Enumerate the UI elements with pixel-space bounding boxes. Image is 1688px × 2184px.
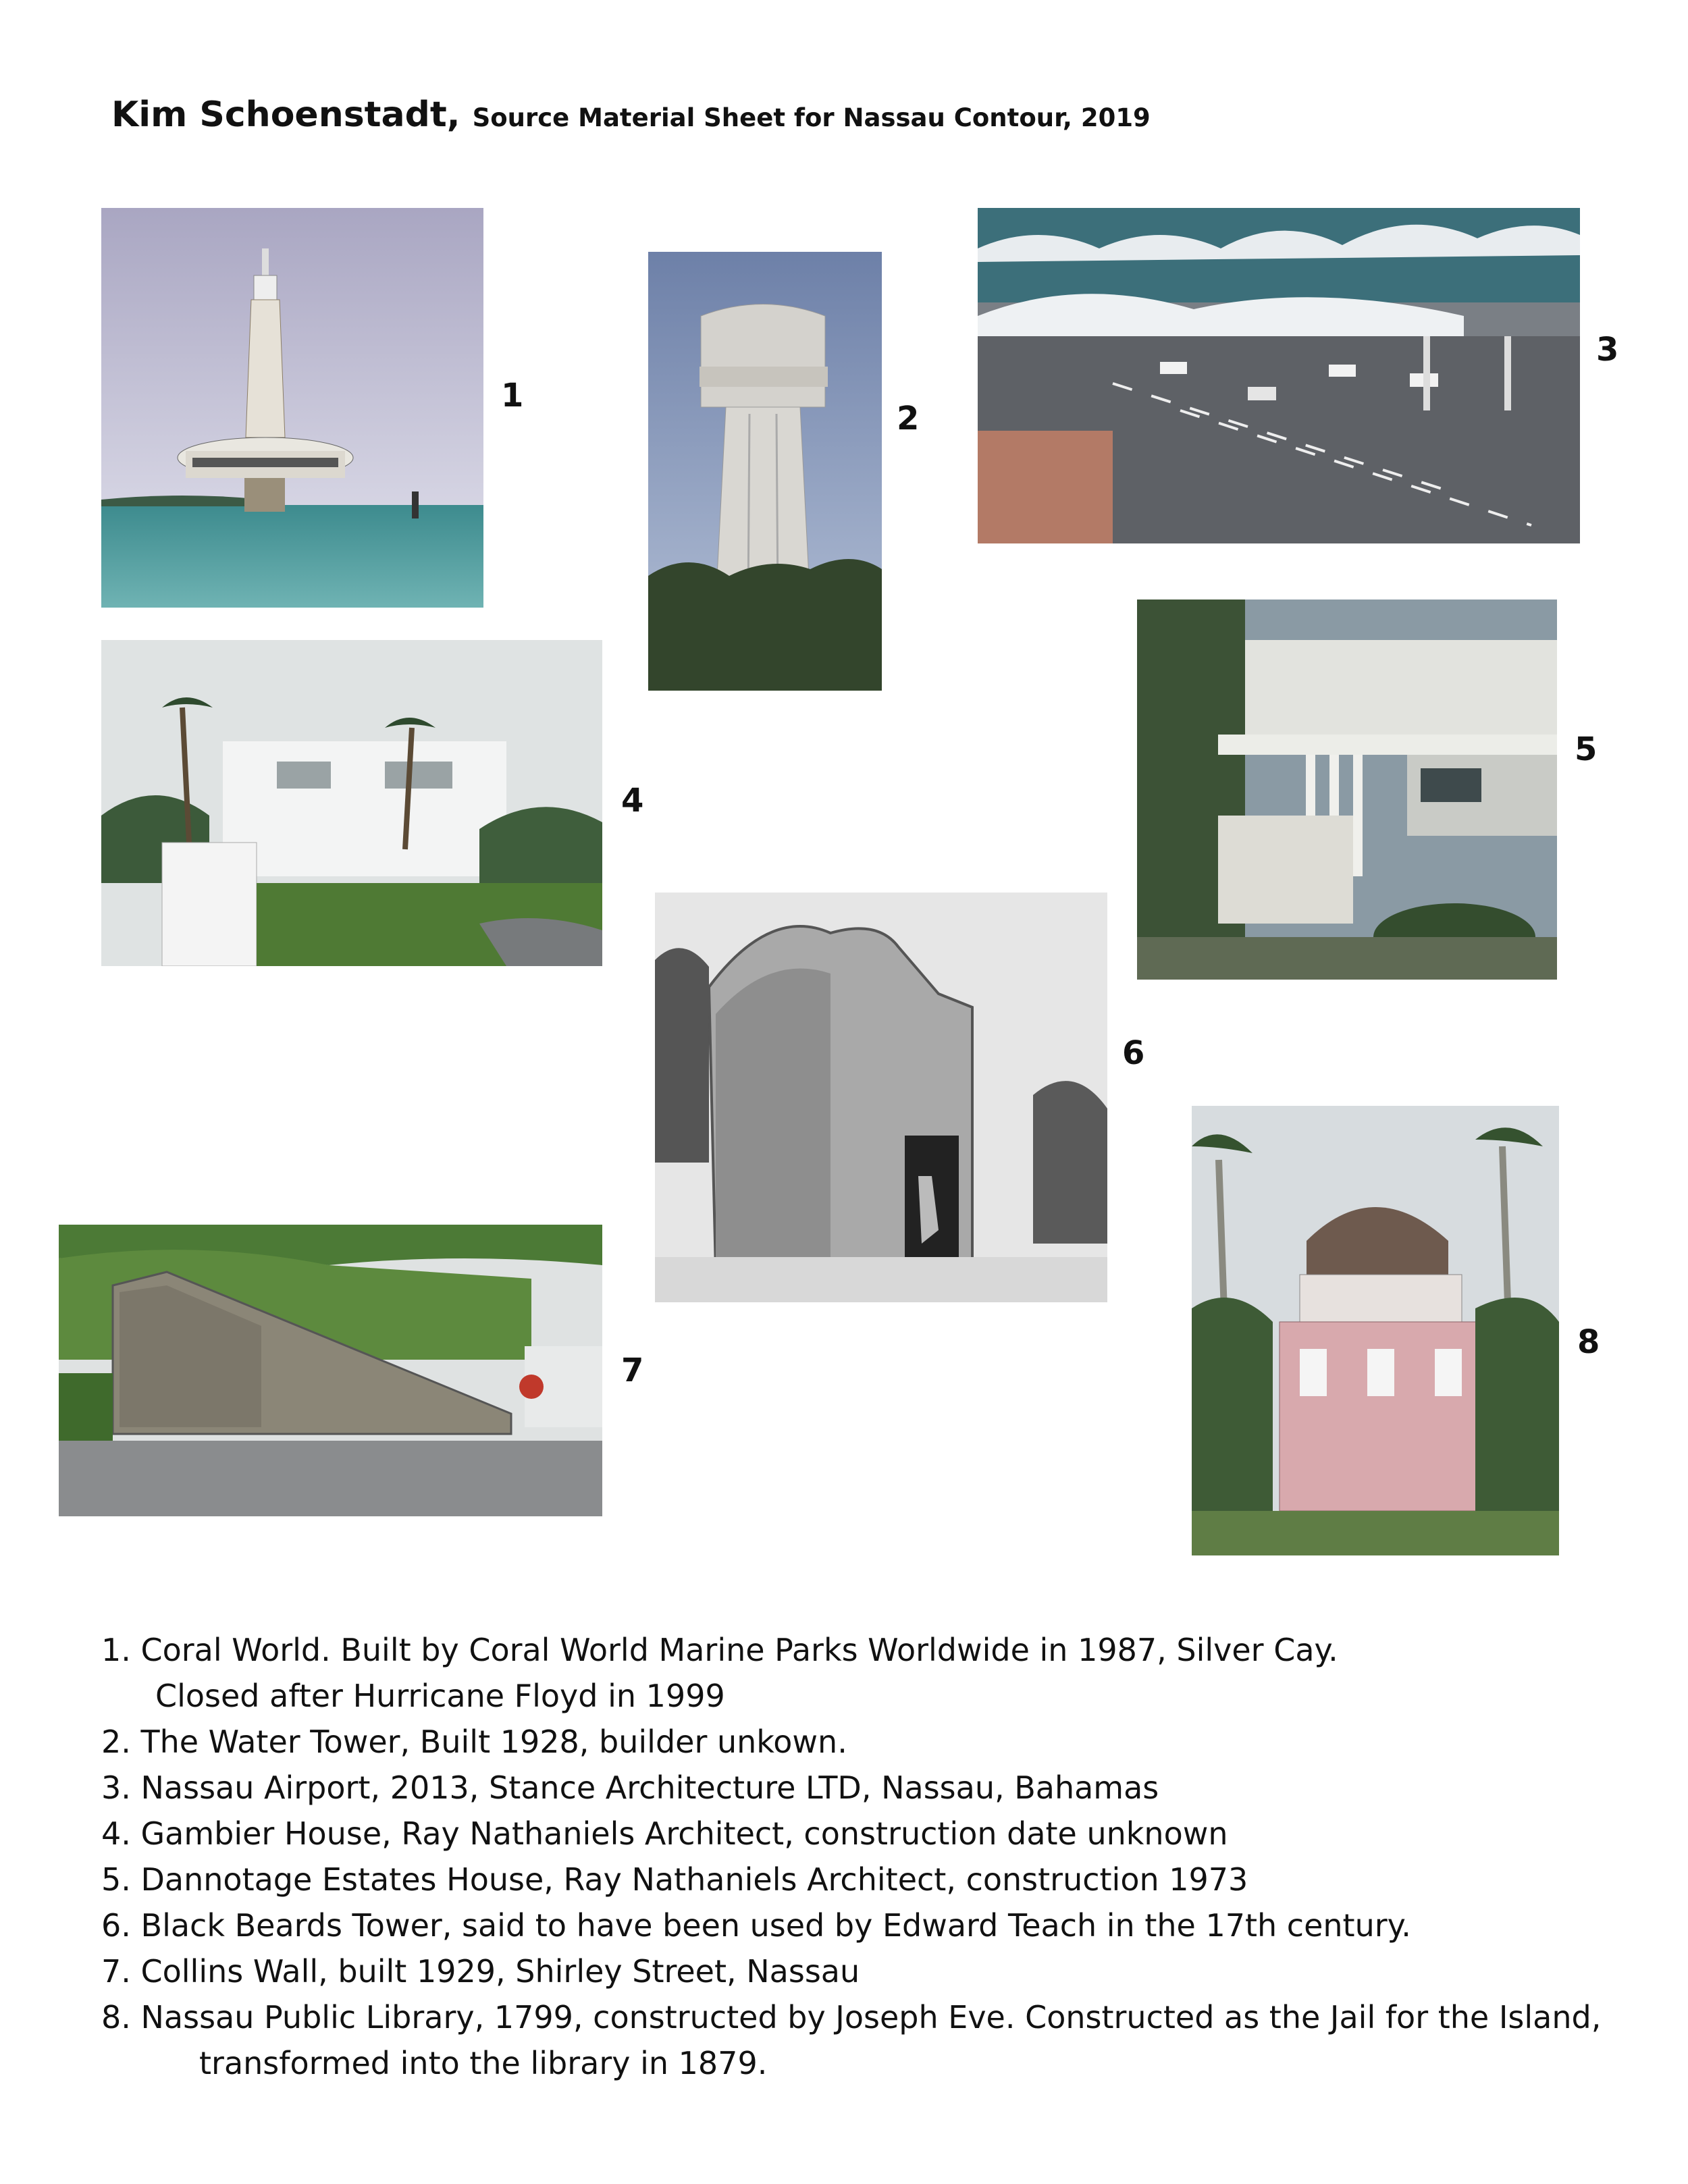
- caption-8: 8. Nassau Public Library, 1799, constructed by Joseph Eve. Constructed as the Jail for the Island,: [101, 1999, 1602, 2035]
- photo-water-tower: [648, 252, 882, 691]
- photo-dannotage-house: [1137, 600, 1557, 980]
- caption-6: 6. Black Beards Tower, said to have been used by Edward Teach in the 17th century.: [101, 1907, 1411, 1944]
- photo-nassau-library: [1192, 1106, 1559, 1555]
- caption-1-continued: Closed after Hurricane Floyd in 1999: [155, 1678, 725, 1714]
- caption-list: [101, 1627, 1620, 2086]
- page-subtitle: Source Material Sheet for Nassau Contour, 2019: [472, 103, 1151, 132]
- photo-coral-world: [101, 208, 483, 608]
- caption-4: 4. Gambier House, Ray Nathaniels Architect, construction date unknown: [101, 1815, 1228, 1852]
- photo-number-6: 6: [1122, 1034, 1145, 1072]
- photo-number-8: 8: [1577, 1323, 1600, 1361]
- photo-black-beards-tower: [655, 893, 1107, 1302]
- caption-7: 7. Collins Wall, built 1929, Shirley Street, Nassau: [101, 1953, 860, 1990]
- photo-gambier-house: [101, 640, 602, 966]
- caption-5: 5. Dannotage Estates House, Ray Nathaniels Architect, construction 1973: [101, 1861, 1248, 1898]
- caption-1: 1. Coral World. Built by Coral World Marine Parks Worldwide in 1987, Silver Cay.: [101, 1632, 1338, 1668]
- photo-number-4: 4: [621, 782, 644, 820]
- photo-nassau-airport: [978, 208, 1580, 543]
- caption-2: 2. The Water Tower, Built 1928, builder unkown.: [101, 1724, 847, 1760]
- author-name: Kim Schoenstadt,: [111, 95, 460, 135]
- photo-collins-wall: [59, 1225, 602, 1516]
- photo-number-7: 7: [621, 1352, 644, 1389]
- caption-8-continued: transformed into the library in 1879.: [199, 2045, 768, 2081]
- photo-number-5: 5: [1575, 730, 1598, 768]
- page-title: [111, 95, 1151, 138]
- caption-3: 3. Nassau Airport, 2013, Stance Architecture LTD, Nassau, Bahamas: [101, 1769, 1159, 1806]
- photo-number-1: 1: [501, 377, 524, 415]
- photo-number-3: 3: [1596, 331, 1619, 369]
- photo-number-2: 2: [897, 400, 920, 437]
